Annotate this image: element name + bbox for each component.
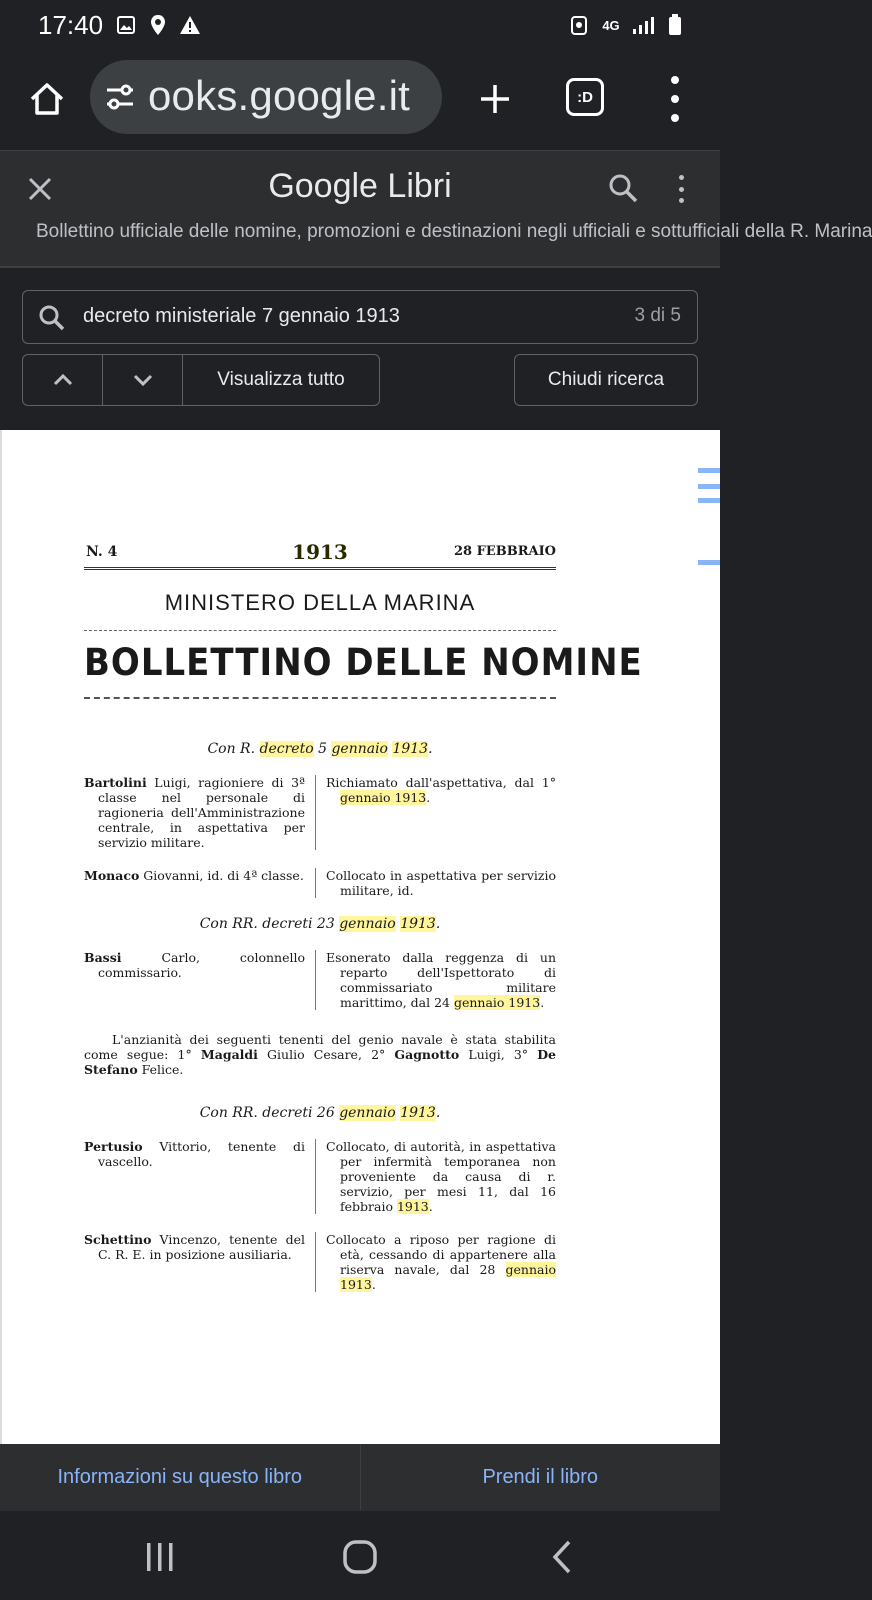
close-search-button[interactable]: Chiudi ricerca bbox=[514, 354, 698, 406]
home-nav-button[interactable] bbox=[338, 1535, 382, 1579]
data-saver-icon bbox=[568, 14, 590, 36]
browser-toolbar bbox=[0, 52, 720, 148]
home-icon bbox=[27, 79, 67, 119]
status-time: 17:40 bbox=[38, 10, 104, 40]
back-button[interactable] bbox=[540, 1535, 584, 1579]
document-title: BOLLETTINO DELLE NOMINE bbox=[84, 641, 643, 685]
divider bbox=[84, 630, 556, 631]
home-button[interactable] bbox=[22, 74, 72, 124]
previous-result-button[interactable] bbox=[23, 355, 103, 405]
entry-row: Bartolini Luigi, ragioniere di 3ª classe nel personale di ragioneria dell'Amministrazione centrale, in aspettativa per servizio militare. Richiamato dall'aspettativa, dal 1° gennaio 1913. bbox=[84, 775, 556, 850]
issue-date: 28 FEBBRAIO bbox=[453, 544, 556, 559]
result-count: 3 di 5 bbox=[634, 305, 681, 326]
recents-icon bbox=[143, 1540, 177, 1574]
issue-year: 1913 bbox=[292, 540, 348, 564]
site-settings-icon[interactable] bbox=[104, 82, 136, 112]
get-book-link[interactable]: Prendi il libro bbox=[482, 1465, 599, 1488]
location-icon bbox=[147, 14, 169, 36]
recents-button[interactable] bbox=[138, 1535, 182, 1579]
issue-number: N. 4 bbox=[86, 544, 118, 560]
battery-icon bbox=[664, 14, 686, 36]
result-navigation bbox=[22, 354, 380, 406]
book-title: Bollettino ufficiale delle nomine, promozioni e destinazioni negli ufficiali e sottufficiali della R. Marina bbox=[36, 221, 872, 242]
section-heading: Con R. decreto 5 gennaio 1913. bbox=[207, 741, 433, 757]
gallery-icon bbox=[115, 14, 137, 36]
url-text: ooks.google.it bbox=[148, 72, 410, 119]
books-header bbox=[0, 150, 872, 268]
divider bbox=[84, 697, 556, 699]
system-navigation bbox=[0, 1510, 720, 1600]
next-result-button[interactable] bbox=[103, 355, 183, 405]
chevron-down-icon bbox=[132, 373, 154, 387]
plus-icon bbox=[478, 82, 512, 116]
more-options-button[interactable] bbox=[676, 175, 686, 203]
browser-menu-button[interactable] bbox=[660, 76, 690, 122]
entry-row: Pertusio Vittorio, tenente di vascello. Collocato, di autorità, in aspettativa per infermità temporanea non proveniente da causa di r. servizio, per mesi 11, dal 16 febbraio 1913. bbox=[84, 1139, 556, 1214]
ministry-name: MINISTERO DELLA MARINA bbox=[164, 590, 476, 615]
search-icon bbox=[37, 303, 67, 333]
warning-icon bbox=[179, 14, 201, 36]
search-query: decreto ministeriale 7 gennaio 1913 bbox=[83, 305, 400, 327]
status-bar bbox=[0, 0, 720, 52]
section-heading: Con RR. decreti 23 gennaio 1913. bbox=[199, 916, 441, 932]
address-bar[interactable] bbox=[90, 60, 442, 134]
new-tab-button[interactable] bbox=[470, 74, 520, 124]
tab-switcher-button[interactable]: :D bbox=[566, 78, 604, 116]
signal-icon bbox=[632, 14, 654, 36]
google-libri-logo: Google Libri bbox=[268, 167, 452, 205]
seniority-paragraph: L'anzianità dei seguenti tenenti del genio navale è stata stabilita come segue: 1° Magaldi Giulio Cesare, 2° Gagnotto Luigi, 3° De Stefano Felice. bbox=[84, 1032, 557, 1077]
search-input[interactable] bbox=[22, 290, 698, 344]
in-book-search bbox=[0, 268, 720, 430]
entry-row: Bassi Carlo, colonnello commissario. Esonerato dalla reggenza di un reparto dell'Ispettorato di commissariato militare marittimo, dal 24 gennaio 1913. bbox=[84, 950, 556, 1010]
book-info-link[interactable]: Informazioni su questo libro bbox=[0, 1444, 361, 1510]
document-header bbox=[84, 542, 556, 570]
book-actions bbox=[0, 1444, 720, 1510]
entry-row: Monaco Giovanni, id. di 4ª classe. Collocato in aspettativa per servizio militare, id. bbox=[84, 868, 556, 898]
scanned-document bbox=[84, 540, 643, 1292]
chevron-up-icon bbox=[52, 373, 74, 387]
network-type: 4G bbox=[602, 17, 620, 33]
entry-row: Schettino Vincenzo, tenente del C. R. E. in posizione ausiliaria. Collocato a riposo per ragione di età, cessando di appartenere alla riserva navale, dal 28 gennaio 1913. bbox=[84, 1232, 556, 1292]
book-page[interactable] bbox=[0, 430, 720, 1444]
show-all-button[interactable]: Visualizza tutto bbox=[217, 369, 345, 390]
section-heading: Con RR. decreti 26 gennaio 1913. bbox=[199, 1105, 441, 1121]
back-icon bbox=[547, 1539, 577, 1575]
home-circle-icon bbox=[341, 1538, 379, 1576]
search-icon[interactable] bbox=[608, 173, 638, 203]
